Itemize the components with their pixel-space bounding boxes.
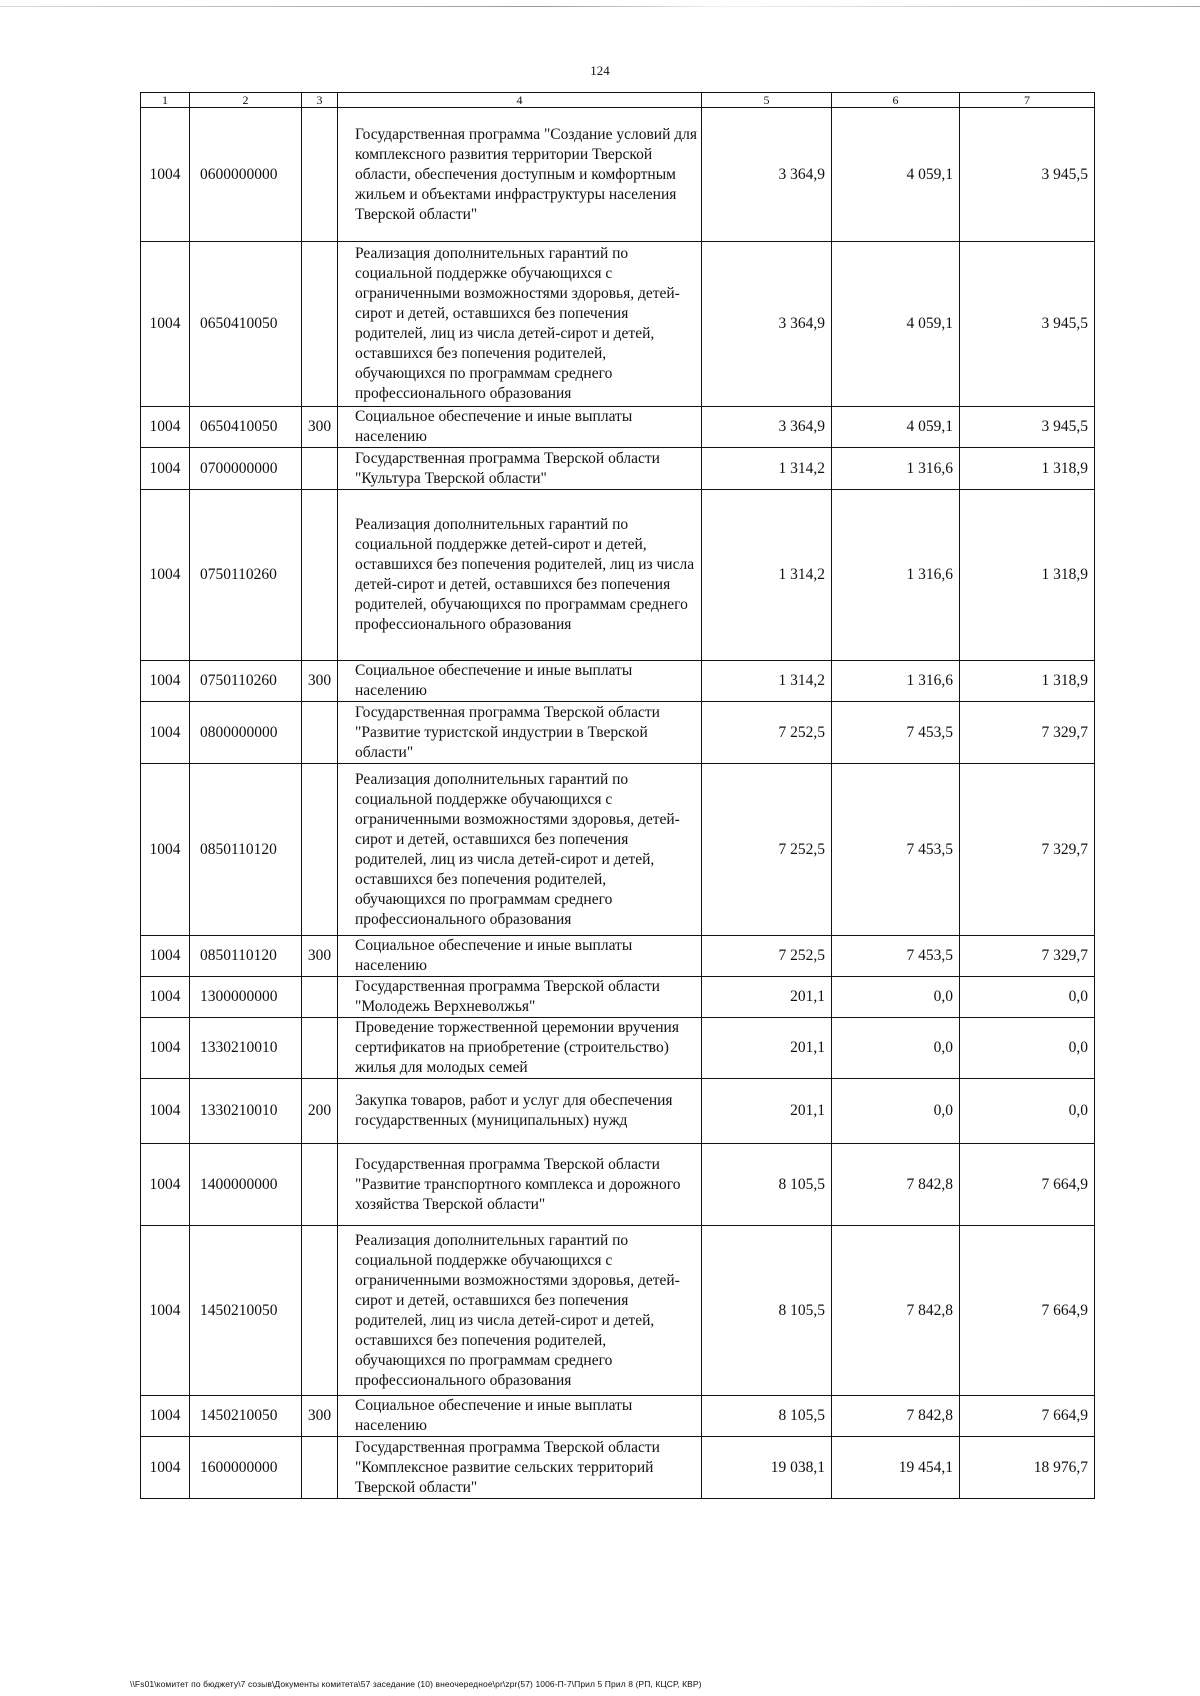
amount-cell-col6: 1 316,6 [832, 661, 960, 702]
section-code-cell: 1004 [141, 1144, 190, 1226]
amount-cell-col7: 1 318,9 [960, 490, 1095, 661]
expense-type-cell [302, 1437, 338, 1499]
section-code-cell: 1004 [141, 1226, 190, 1396]
amount-cell-col6: 7 842,8 [832, 1144, 960, 1226]
expense-type-cell [302, 490, 338, 661]
amount-cell-col5: 3 364,9 [702, 108, 832, 242]
target-article-cell: 1400000000 [190, 1144, 302, 1226]
expense-type-cell: 200 [302, 1079, 338, 1144]
section-code-cell: 1004 [141, 977, 190, 1018]
item-name-cell: Социальное обеспечение и иные выплаты населению [338, 661, 702, 702]
column-number: 6 [832, 93, 960, 108]
table-row [141, 1144, 1095, 1226]
amount-cell-col7: 18 976,7 [960, 1437, 1095, 1499]
amount-cell-col6: 1 316,6 [832, 490, 960, 661]
expense-type-cell: 300 [302, 936, 338, 977]
amount-cell-col7: 1 318,9 [960, 661, 1095, 702]
section-code-cell: 1004 [141, 764, 190, 936]
expense-type-cell: 300 [302, 661, 338, 702]
target-article-cell: 0750110260 [190, 661, 302, 702]
item-name-cell: Социальное обеспечение и иные выплаты населению [338, 407, 702, 448]
item-name-cell: Реализация дополнительных гарантий по социальной поддержке обучающихся с ограниченными возможностями здоровья, детей-сирот и детей, оставшихся без попечения родителей, лиц из числа детей-сирот и детей, оставшихся без попечения родителей, обучающихся по программам среднего профессионального образования [338, 242, 702, 407]
table-body [141, 108, 1095, 1499]
section-code-cell: 1004 [141, 1396, 190, 1437]
amount-cell-col5: 3 364,9 [702, 242, 832, 407]
scan-edge-line [0, 6, 1200, 7]
expense-type-cell [302, 448, 338, 490]
target-article-cell: 0800000000 [190, 702, 302, 764]
item-name-cell: Государственная программа Тверской области "Развитие транспортного комплекса и дорожного хозяйства Тверской области" [338, 1144, 702, 1226]
target-article-cell: 0750110260 [190, 490, 302, 661]
amount-cell-col6: 7 842,8 [832, 1396, 960, 1437]
item-name-cell: Государственная программа "Создание условий для комплексного развития территории Тверской области, обеспечения доступным и комфортным жильем и объектами инфраструктуры населения Тверской области" [338, 108, 702, 242]
target-article-cell: 1330210010 [190, 1018, 302, 1079]
table-row [141, 490, 1095, 661]
amount-cell-col6: 4 059,1 [832, 407, 960, 448]
expense-type-cell [302, 108, 338, 242]
table-row [141, 1437, 1095, 1499]
item-name-cell: Государственная программа Тверской области "Развитие туристской индустрии в Тверской области" [338, 702, 702, 764]
table-row [141, 1018, 1095, 1079]
amount-cell-col7: 7 664,9 [960, 1144, 1095, 1226]
amount-cell-col7: 7 329,7 [960, 702, 1095, 764]
expense-type-cell [302, 242, 338, 407]
amount-cell-col7: 7 329,7 [960, 764, 1095, 936]
target-article-cell: 1450210050 [190, 1396, 302, 1437]
section-code-cell: 1004 [141, 407, 190, 448]
column-number: 3 [302, 93, 338, 108]
item-name-cell: Проведение торжественной церемонии вручения сертификатов на приобретение (строительство) жилья для молодых семей [338, 1018, 702, 1079]
section-code-cell: 1004 [141, 448, 190, 490]
column-number: 4 [338, 93, 702, 108]
target-article-cell: 0650410050 [190, 242, 302, 407]
amount-cell-col6: 19 454,1 [832, 1437, 960, 1499]
amount-cell-col6: 7 453,5 [832, 936, 960, 977]
table-row [141, 764, 1095, 936]
section-code-cell: 1004 [141, 1437, 190, 1499]
amount-cell-col7: 0,0 [960, 1018, 1095, 1079]
target-article-cell: 1330210010 [190, 1079, 302, 1144]
amount-cell-col5: 7 252,5 [702, 702, 832, 764]
table-row [141, 407, 1095, 448]
expense-type-cell [302, 1018, 338, 1079]
amount-cell-col5: 201,1 [702, 977, 832, 1018]
item-name-cell: Социальное обеспечение и иные выплаты населению [338, 1396, 702, 1437]
table-row [141, 661, 1095, 702]
expense-type-cell: 300 [302, 407, 338, 448]
item-name-cell: Государственная программа Тверской области "Комплексное развитие сельских территорий Тверской области" [338, 1437, 702, 1499]
amount-cell-col5: 1 314,2 [702, 661, 832, 702]
expense-type-cell: 300 [302, 1396, 338, 1437]
amount-cell-col6: 0,0 [832, 1018, 960, 1079]
amount-cell-col5: 7 252,5 [702, 764, 832, 936]
amount-cell-col7: 3 945,5 [960, 407, 1095, 448]
target-article-cell: 0600000000 [190, 108, 302, 242]
item-name-cell: Реализация дополнительных гарантий по социальной поддержке обучающихся с ограниченными возможностями здоровья, детей-сирот и детей, оставшихся без попечения родителей, лиц из числа детей-сирот и детей, оставшихся без попечения родителей, обучающихся по программам среднего профессионального образования [338, 764, 702, 936]
target-article-cell: 0850110120 [190, 936, 302, 977]
amount-cell-col5: 8 105,5 [702, 1144, 832, 1226]
amount-cell-col7: 3 945,5 [960, 108, 1095, 242]
column-number-row [141, 93, 1095, 108]
amount-cell-col6: 7 842,8 [832, 1226, 960, 1396]
amount-cell-col7: 0,0 [960, 1079, 1095, 1144]
expense-type-cell [302, 1144, 338, 1226]
section-code-cell: 1004 [141, 661, 190, 702]
amount-cell-col5: 7 252,5 [702, 936, 832, 977]
target-article-cell: 1450210050 [190, 1226, 302, 1396]
amount-cell-col5: 201,1 [702, 1079, 832, 1144]
section-code-cell: 1004 [141, 242, 190, 407]
target-article-cell: 0850110120 [190, 764, 302, 936]
amount-cell-col5: 8 105,5 [702, 1396, 832, 1437]
amount-cell-col6: 4 059,1 [832, 242, 960, 407]
section-code-cell: 1004 [141, 490, 190, 661]
expense-type-cell [302, 764, 338, 936]
item-name-cell: Закупка товаров, работ и услуг для обеспечения государственных (муниципальных) нужд [338, 1079, 702, 1144]
table-row [141, 936, 1095, 977]
page-number: 124 [590, 63, 610, 78]
amount-cell-col7: 1 318,9 [960, 448, 1095, 490]
column-number: 1 [141, 93, 190, 108]
table-row [141, 977, 1095, 1018]
amount-cell-col6: 0,0 [832, 977, 960, 1018]
expense-type-cell [302, 977, 338, 1018]
target-article-cell: 1600000000 [190, 1437, 302, 1499]
table-row [141, 108, 1095, 242]
column-number: 7 [960, 93, 1095, 108]
amount-cell-col5: 1 314,2 [702, 490, 832, 661]
expense-type-cell [302, 702, 338, 764]
amount-cell-col5: 1 314,2 [702, 448, 832, 490]
item-name-cell: Социальное обеспечение и иные выплаты населению [338, 936, 702, 977]
amount-cell-col6: 0,0 [832, 1079, 960, 1144]
amount-cell-col7: 7 329,7 [960, 936, 1095, 977]
target-article-cell: 0700000000 [190, 448, 302, 490]
column-number: 5 [702, 93, 832, 108]
budget-table [140, 92, 1095, 1499]
amount-cell-col6: 4 059,1 [832, 108, 960, 242]
item-name-cell: Реализация дополнительных гарантий по социальной поддержке обучающихся с ограниченными возможностями здоровья, детей-сирот и детей, оставшихся без попечения родителей, лиц из числа детей-сирот и детей, оставшихся без попечения родителей, обучающихся по программам среднего профессионального образования [338, 1226, 702, 1396]
target-article-cell: 0650410050 [190, 407, 302, 448]
footer-file-path: \\Fs01\комитет по бюджету\7 созыв\Документы комитета\57 заседание (10) внеочередное\pr\zpr(57) 1006-П-7\Прил 5 Прил 8 (РП, КЦСР, КВР) [130, 1679, 702, 1689]
item-name-cell: Государственная программа Тверской области "Молодежь Верхневолжья" [338, 977, 702, 1018]
section-code-cell: 1004 [141, 1079, 190, 1144]
section-code-cell: 1004 [141, 1018, 190, 1079]
amount-cell-col6: 1 316,6 [832, 448, 960, 490]
table-row [141, 702, 1095, 764]
expense-type-cell [302, 1226, 338, 1396]
amount-cell-col7: 3 945,5 [960, 242, 1095, 407]
table-row [141, 1079, 1095, 1144]
amount-cell-col5: 19 038,1 [702, 1437, 832, 1499]
column-number: 2 [190, 93, 302, 108]
amount-cell-col7: 7 664,9 [960, 1226, 1095, 1396]
section-code-cell: 1004 [141, 108, 190, 242]
amount-cell-col7: 7 664,9 [960, 1396, 1095, 1437]
amount-cell-col6: 7 453,5 [832, 702, 960, 764]
item-name-cell: Государственная программа Тверской области "Культура Тверской области" [338, 448, 702, 490]
amount-cell-col5: 3 364,9 [702, 407, 832, 448]
item-name-cell: Реализация дополнительных гарантий по социальной поддержке детей-сирот и детей, оставшихся без попечения родителей, лиц из числа детей-сирот и детей, оставшихся без попечения родителей, обучающихся по программам среднего профессионального образования [338, 490, 702, 661]
amount-cell-col6: 7 453,5 [832, 764, 960, 936]
target-article-cell: 1300000000 [190, 977, 302, 1018]
table-row [141, 1396, 1095, 1437]
amount-cell-col5: 201,1 [702, 1018, 832, 1079]
table-row [141, 242, 1095, 407]
amount-cell-col7: 0,0 [960, 977, 1095, 1018]
section-code-cell: 1004 [141, 936, 190, 977]
amount-cell-col5: 8 105,5 [702, 1226, 832, 1396]
section-code-cell: 1004 [141, 702, 190, 764]
table-row [141, 1226, 1095, 1396]
table-row [141, 448, 1095, 490]
